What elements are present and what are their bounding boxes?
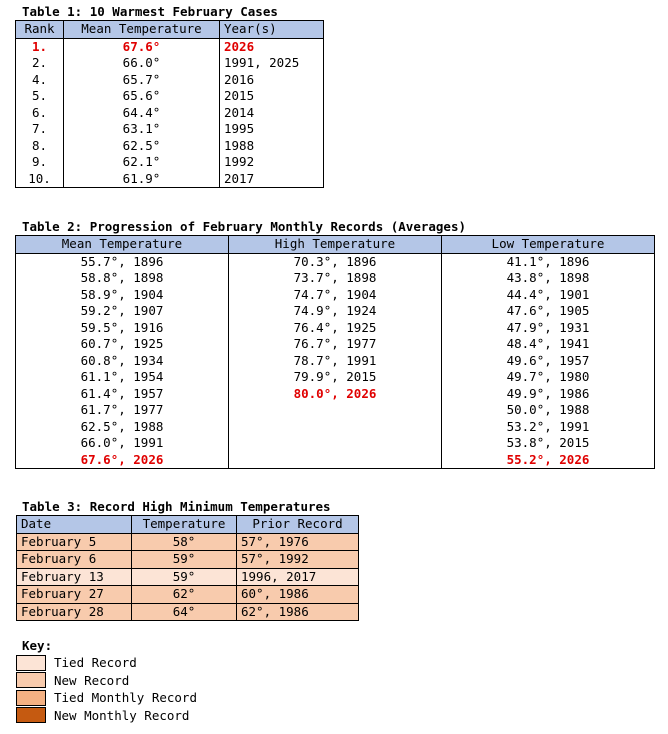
table-header-row bbox=[17, 516, 359, 534]
header-years: Year(s) bbox=[220, 21, 324, 39]
rank-cell: 5. bbox=[16, 88, 64, 105]
high-temperature-cell bbox=[229, 402, 442, 419]
key-item bbox=[16, 672, 129, 689]
rank-cell: 8. bbox=[16, 138, 64, 155]
mean-temperature-cell: 67.6°, 2026 bbox=[16, 452, 229, 469]
high-temperature-cell: 80.0°, 2026 bbox=[229, 386, 442, 403]
prior-record-cell: 62°, 1986 bbox=[237, 603, 359, 621]
record-high-minimum-table bbox=[16, 515, 359, 621]
rank-cell: 9. bbox=[16, 154, 64, 171]
table-row bbox=[16, 303, 655, 320]
low-temperature-cell: 53.8°, 2015 bbox=[442, 435, 655, 452]
years-cell: 2017 bbox=[220, 171, 324, 188]
header-date: Date bbox=[17, 516, 132, 534]
header-temperature: Temperature bbox=[132, 516, 237, 534]
table-row bbox=[17, 603, 359, 621]
table-row bbox=[16, 419, 655, 436]
prior-record-cell: 60°, 1986 bbox=[237, 586, 359, 604]
warmest-february-table bbox=[15, 20, 324, 188]
date-cell: February 5 bbox=[17, 533, 132, 551]
mean-temperature-cell: 66.0° bbox=[64, 55, 220, 72]
mean-temperature-cell: 62.5°, 1988 bbox=[16, 419, 229, 436]
mean-temperature-cell: 58.8°, 1898 bbox=[16, 270, 229, 287]
table-row bbox=[16, 38, 324, 55]
mean-temperature-cell: 65.7° bbox=[64, 72, 220, 89]
key-label: Tied Monthly Record bbox=[54, 690, 197, 705]
key-swatch bbox=[16, 690, 46, 706]
years-cell: 1988 bbox=[220, 138, 324, 155]
key-item bbox=[16, 654, 137, 671]
date-cell: February 6 bbox=[17, 551, 132, 569]
table-row bbox=[17, 586, 359, 604]
mean-temperature-cell: 61.7°, 1977 bbox=[16, 402, 229, 419]
mean-temperature-cell: 66.0°, 1991 bbox=[16, 435, 229, 452]
prior-record-cell: 1996, 2017 bbox=[237, 568, 359, 586]
low-temperature-cell: 47.9°, 1931 bbox=[442, 320, 655, 337]
table-row bbox=[17, 533, 359, 551]
years-cell: 1995 bbox=[220, 121, 324, 138]
key-swatch bbox=[16, 707, 46, 723]
key-title: Key: bbox=[22, 638, 53, 653]
february-records-progression-table bbox=[15, 235, 655, 469]
low-temperature-cell: 47.6°, 1905 bbox=[442, 303, 655, 320]
temperature-cell: 62° bbox=[132, 586, 237, 604]
mean-temperature-cell: 62.1° bbox=[64, 154, 220, 171]
high-temperature-cell bbox=[229, 435, 442, 452]
mean-temperature-cell: 55.7°, 1896 bbox=[16, 253, 229, 270]
high-temperature-cell: 73.7°, 1898 bbox=[229, 270, 442, 287]
key-label: New Record bbox=[54, 672, 130, 688]
years-cell: 2026 bbox=[220, 38, 324, 55]
years-cell: 1992 bbox=[220, 154, 324, 171]
mean-temperature-cell: 61.1°, 1954 bbox=[16, 369, 229, 386]
mean-temperature-cell: 65.6° bbox=[64, 88, 220, 105]
header-mean-temperature: Mean Temperature bbox=[16, 236, 229, 254]
table-row bbox=[16, 138, 324, 155]
table-row bbox=[16, 402, 655, 419]
high-temperature-cell: 76.4°, 1925 bbox=[229, 320, 442, 337]
years-cell: 2016 bbox=[220, 72, 324, 89]
header-mean-temperature: Mean Temperature bbox=[64, 21, 220, 39]
temperature-cell: 59° bbox=[132, 551, 237, 569]
table-header-row bbox=[16, 236, 655, 254]
years-cell: 1991, 2025 bbox=[220, 55, 324, 72]
key-label: Tied Record bbox=[54, 655, 137, 670]
table-row bbox=[16, 452, 655, 469]
table-row bbox=[16, 55, 324, 72]
low-temperature-cell: 41.1°, 1896 bbox=[442, 253, 655, 270]
header-rank: Rank bbox=[16, 21, 64, 39]
table-row bbox=[16, 154, 324, 171]
low-temperature-cell: 50.0°, 1988 bbox=[442, 402, 655, 419]
mean-temperature-cell: 59.5°, 1916 bbox=[16, 320, 229, 337]
temperature-cell: 59° bbox=[132, 568, 237, 586]
key-swatch bbox=[16, 672, 46, 688]
high-temperature-cell: 79.9°, 2015 bbox=[229, 369, 442, 386]
key-swatch bbox=[16, 655, 46, 671]
low-temperature-cell: 48.4°, 1941 bbox=[442, 336, 655, 353]
high-temperature-cell bbox=[229, 419, 442, 436]
table-row bbox=[16, 105, 324, 122]
table-row bbox=[16, 121, 324, 138]
low-temperature-cell: 49.6°, 1957 bbox=[442, 353, 655, 370]
prior-record-cell: 57°, 1992 bbox=[237, 551, 359, 569]
mean-temperature-cell: 67.6° bbox=[64, 38, 220, 55]
high-temperature-cell bbox=[229, 452, 442, 469]
table-row bbox=[16, 287, 655, 304]
header-high-temperature: High Temperature bbox=[229, 236, 442, 254]
years-cell: 2015 bbox=[220, 88, 324, 105]
mean-temperature-cell: 64.4° bbox=[64, 105, 220, 122]
high-temperature-cell: 74.9°, 1924 bbox=[229, 303, 442, 320]
years-cell: 2014 bbox=[220, 105, 324, 122]
date-cell: February 13 bbox=[17, 568, 132, 586]
low-temperature-cell: 44.4°, 1901 bbox=[442, 287, 655, 304]
table-row bbox=[16, 253, 655, 270]
rank-cell: 1. bbox=[16, 38, 64, 55]
rank-cell: 2. bbox=[16, 55, 64, 72]
table-row bbox=[16, 171, 324, 188]
date-cell: February 27 bbox=[17, 586, 132, 604]
table3-caption: Table 3: Record High Minimum Temperatures bbox=[22, 499, 331, 514]
temperature-cell: 64° bbox=[132, 603, 237, 621]
mean-temperature-cell: 58.9°, 1904 bbox=[16, 287, 229, 304]
header-prior-record: Prior Record bbox=[237, 516, 359, 534]
low-temperature-cell: 49.9°, 1986 bbox=[442, 386, 655, 403]
mean-temperature-cell: 61.9° bbox=[64, 171, 220, 188]
table-row bbox=[16, 435, 655, 452]
high-temperature-cell: 78.7°, 1991 bbox=[229, 353, 442, 370]
low-temperature-cell: 53.2°, 1991 bbox=[442, 419, 655, 436]
table-row bbox=[17, 551, 359, 569]
table1-caption: Table 1: 10 Warmest February Cases bbox=[22, 4, 278, 19]
low-temperature-cell: 55.2°, 2026 bbox=[442, 452, 655, 469]
mean-temperature-cell: 62.5° bbox=[64, 138, 220, 155]
table-row bbox=[16, 270, 655, 287]
prior-record-cell: 57°, 1976 bbox=[237, 533, 359, 551]
table-row bbox=[17, 568, 359, 586]
mean-temperature-cell: 59.2°, 1907 bbox=[16, 303, 229, 320]
high-temperature-cell: 74.7°, 1904 bbox=[229, 287, 442, 304]
mean-temperature-cell: 61.4°, 1957 bbox=[16, 386, 229, 403]
low-temperature-cell: 49.7°, 1980 bbox=[442, 369, 655, 386]
date-cell: February 28 bbox=[17, 603, 132, 621]
temperature-cell: 58° bbox=[132, 533, 237, 551]
mean-temperature-cell: 60.7°, 1925 bbox=[16, 336, 229, 353]
table-row bbox=[16, 336, 655, 353]
mean-temperature-cell: 63.1° bbox=[64, 121, 220, 138]
high-temperature-cell: 70.3°, 1896 bbox=[229, 253, 442, 270]
key-item bbox=[16, 689, 197, 706]
table-row bbox=[16, 369, 655, 386]
table2-caption: Table 2: Progression of February Monthly Records (Averages) bbox=[22, 219, 467, 234]
table-row bbox=[16, 88, 324, 105]
high-temperature-cell: 76.7°, 1977 bbox=[229, 336, 442, 353]
rank-cell: 6. bbox=[16, 105, 64, 122]
table-row bbox=[16, 320, 655, 337]
low-temperature-cell: 43.8°, 1898 bbox=[442, 270, 655, 287]
rank-cell: 7. bbox=[16, 121, 64, 138]
key-label: New Monthly Record bbox=[54, 707, 190, 723]
table-row bbox=[16, 72, 324, 89]
table-header-row bbox=[16, 21, 324, 39]
header-low-temperature: Low Temperature bbox=[442, 236, 655, 254]
rank-cell: 4. bbox=[16, 72, 64, 89]
table-row bbox=[16, 353, 655, 370]
key-item bbox=[16, 707, 189, 724]
mean-temperature-cell: 60.8°, 1934 bbox=[16, 353, 229, 370]
rank-cell: 10. bbox=[16, 171, 64, 188]
table-row bbox=[16, 386, 655, 403]
